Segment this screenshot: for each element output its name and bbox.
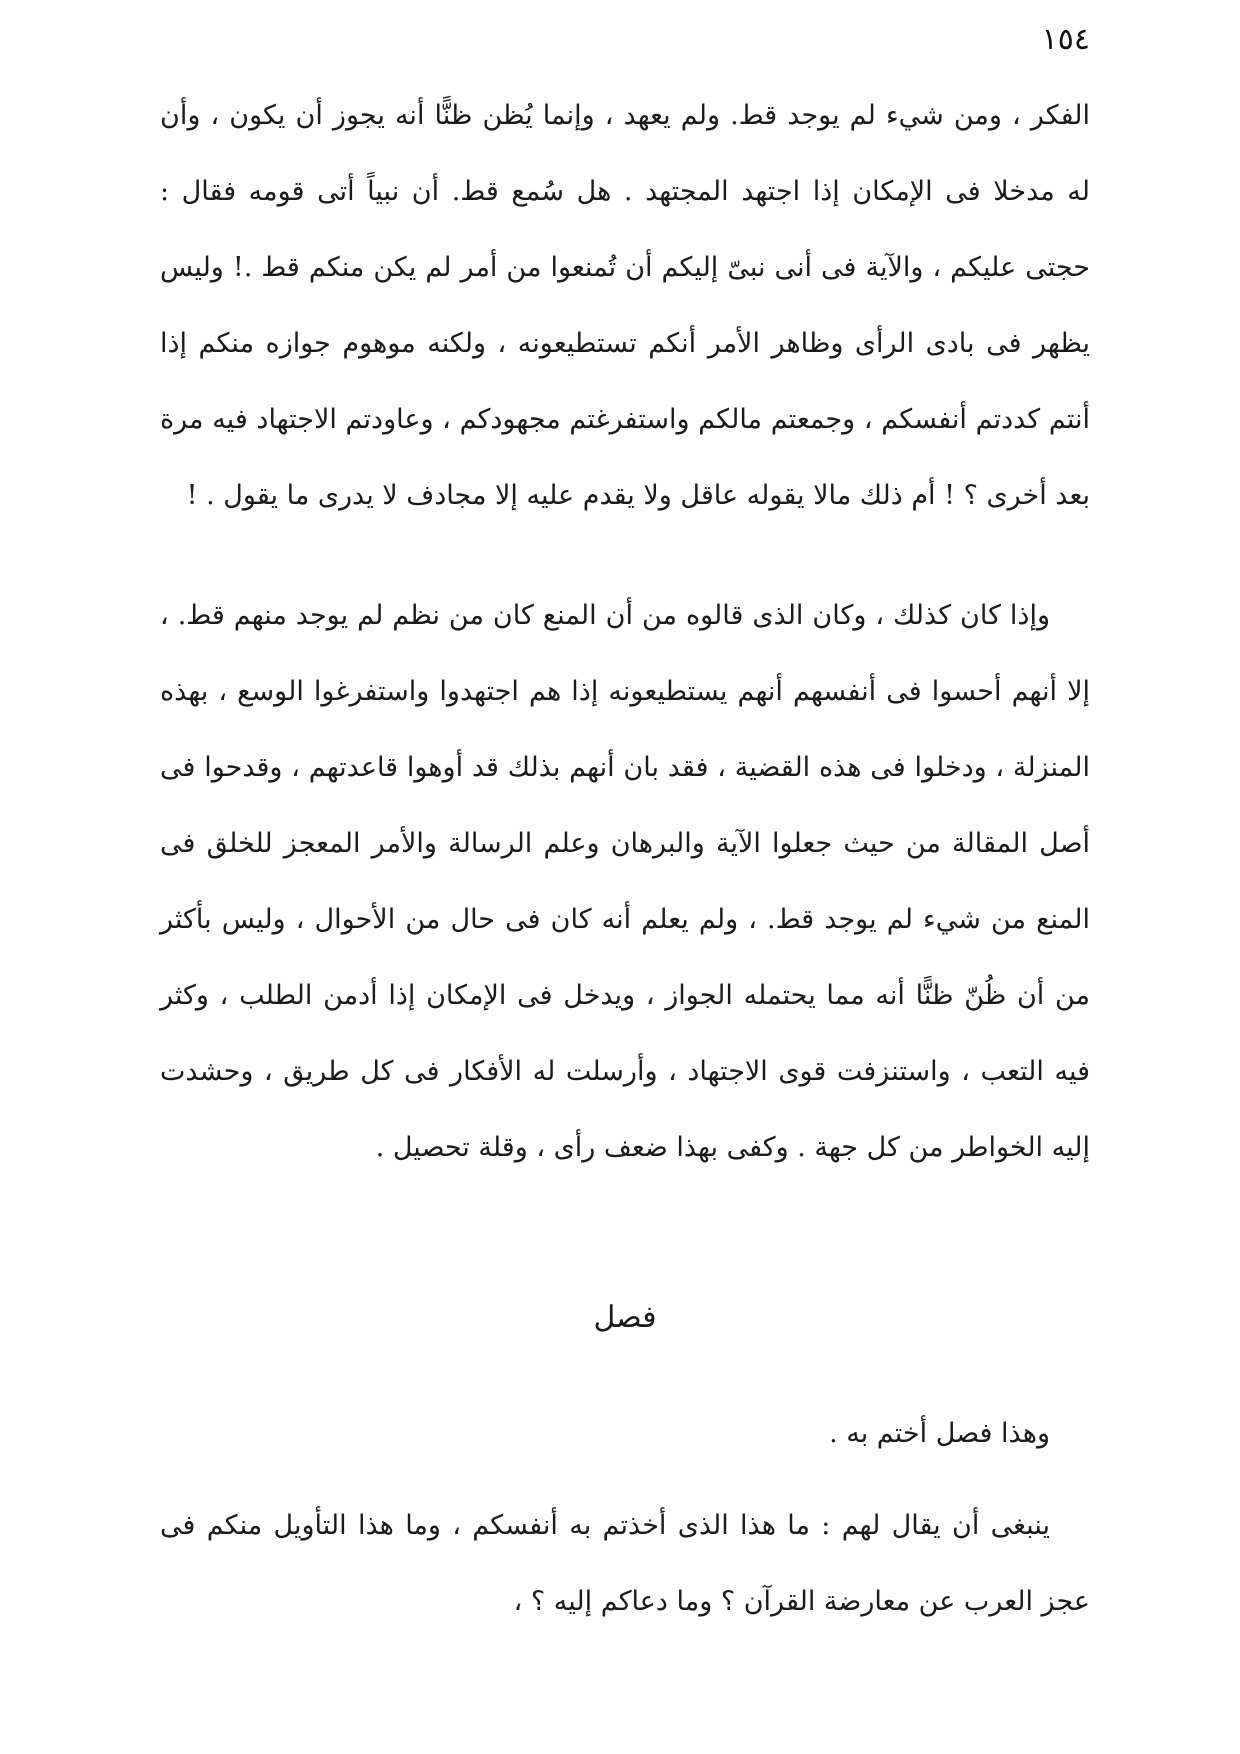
paragraph-4-text: ينبغى أن يقال لهم : ما هذا الذى أخذتم به أنفسكم ، وما هذا التأويل منكم فى عجز العرب عن معارضة القرآن ؟ وما دعاكم إليه ؟ ، xyxy=(160,1510,1090,1617)
page-number: ١٥٤ xyxy=(1041,22,1090,57)
paragraph-1-text: الفكر ، ومن شيء لم يوجد قط. ولم يعهد ، وإنما يُظن ظنًّا أنه يجوز أن يكون ، وأن له مدخلا فى الإمكان إذا اجتهد المجتهد . هل سُمع قط. أن نبياً أتى قومه فقال : حجتى عليكم ، والآية فى أنى نبىّ إليكم أن تُمنعوا من أمر لم يكن منكم قط .! وليس يظهر فى بادى الرأى وظاهر الأمر أنكم تستطيعونه ، ولكنه موهوم جوازه منكم إذا أنتم كددتم أنفسكم ، وجمعتم مالكم واستفرغتم مجهودكم ، وعاودتم الاجتهاد فيه مرة بعد أخرى ؟ ! أم ذلك مالا يقوله عاقل ولا يقدم عليه إلا مجادف لا يدرى ما يقول . ! xyxy=(160,100,1090,511)
paragraph-3 xyxy=(160,1396,1090,1472)
paragraph-1 xyxy=(160,78,1090,534)
paragraph-3-text: وهذا فصل أختم به . xyxy=(829,1418,1050,1449)
paragraph-4 xyxy=(160,1488,1090,1640)
section-heading: فصل xyxy=(593,1300,657,1335)
paragraph-2 xyxy=(160,578,1090,1186)
paragraph-2-text: وإذا كان كذلك ، وكان الذى قالوه من أن المنع كان من نظم لم يوجد منهم قط. ، إلا أنهم أحسوا فى أنفسهم أنهم يستطيعونه إذا هم اجتهدوا واستفرغوا الوسع ، بهذه المنزلة ، ودخلوا فى هذه القضية ، فقد بان أنهم بذلك قد أوهوا قاعدتهم ، وقدحوا فى أصل المقالة من حيث جعلوا الآية والبرهان وعلم الرسالة والأمر المعجز للخلق فى المنع من شيء لم يوجد قط. ، ولم يعلم أنه كان فى حال من الأحوال ، وليس بأكثر من أن ظُنّ ظنًّا أنه مما يحتمله الجواز ، ويدخل فى الإمكان إذا أدمن الطلب ، وكثر فيه التعب ، واستنزفت قوى الاجتهاد ، وأرسلت له الأفكار فى كل طريق ، وحشدت إليه الخواطر من كل جهة . وكفى بهذا ضعف رأى ، وقلة تحصيل . xyxy=(160,600,1090,1163)
